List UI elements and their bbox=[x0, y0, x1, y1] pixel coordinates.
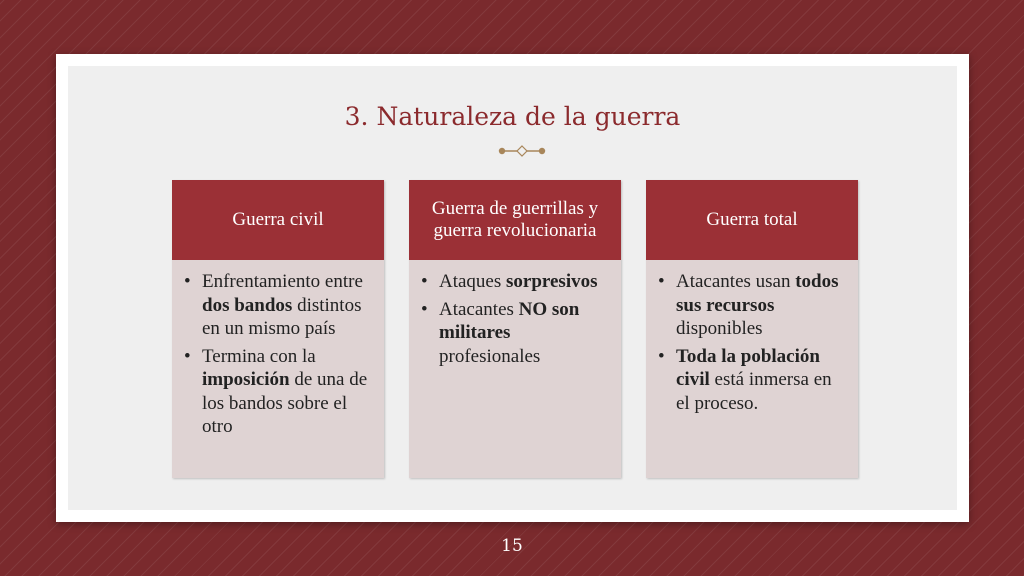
bullet-text: Enfrentamiento entre bbox=[202, 271, 363, 292]
bullet-item bbox=[419, 298, 609, 369]
bullet-list bbox=[656, 270, 846, 415]
bullet-list bbox=[182, 270, 372, 439]
column-body bbox=[646, 260, 858, 415]
bullet-item bbox=[182, 270, 372, 341]
column-guerra-de-guerrillas bbox=[409, 180, 621, 478]
bold-text: todos sus recursos bbox=[676, 271, 839, 316]
bullet-item bbox=[656, 345, 846, 416]
ornament-divider-icon bbox=[498, 144, 546, 158]
slide-content bbox=[68, 66, 957, 510]
bullet-item bbox=[182, 345, 372, 439]
bullet-text: distintos en un mismo país bbox=[202, 294, 362, 339]
bullet-text: Atacantes bbox=[439, 298, 519, 320]
bold-text: dos bandos bbox=[202, 294, 293, 316]
bold-text: Toda la población civil bbox=[676, 345, 820, 390]
column-body bbox=[409, 260, 621, 368]
slide-title: 3. Naturaleza de la guerra bbox=[344, 102, 681, 131]
column-header: Guerra de guerrillas y guerra revolucionaria bbox=[409, 180, 621, 260]
slide-number: 15 bbox=[501, 536, 523, 556]
column-header: Guerra civil bbox=[172, 180, 384, 260]
bullet-text: Atacantes usan bbox=[676, 271, 796, 292]
bullet-text: disponibles bbox=[676, 318, 763, 339]
column-header: Guerra total bbox=[646, 180, 858, 260]
bullet-list bbox=[419, 270, 609, 368]
bullet-text: profesionales bbox=[439, 345, 541, 367]
bullet-text: Ataques bbox=[439, 271, 507, 292]
slide-frame bbox=[56, 54, 969, 522]
bold-text: imposición bbox=[202, 369, 290, 390]
column-guerra-civil bbox=[172, 180, 384, 478]
bullet-item bbox=[419, 270, 609, 294]
bullet-text: está inmersa en el proceso. bbox=[676, 369, 832, 414]
bullet-text: Termina con la bbox=[202, 345, 316, 367]
column-body bbox=[172, 260, 384, 439]
bullet-item bbox=[656, 270, 846, 341]
column-guerra-total bbox=[646, 180, 858, 478]
bold-text: NO son militares bbox=[439, 298, 580, 343]
bullet-text: de una de los bandos sobre el otro bbox=[202, 369, 368, 437]
bold-text: sorpresivos bbox=[506, 271, 598, 292]
